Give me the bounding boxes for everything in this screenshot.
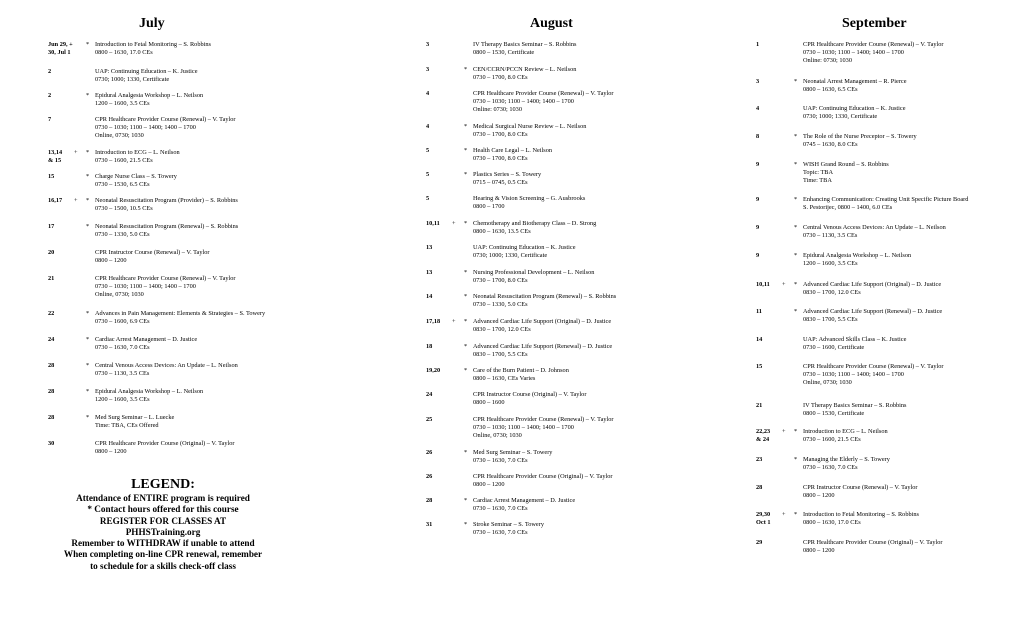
entry-date: 21 [48,275,55,282]
entry-description: CPR Instructor Course (Renewal) – V. Taylor 0800 – 1200 [803,484,918,499]
entry-description: Health Care Legal – L. Neilson 0730 – 1700, 8.0 CEs [473,147,553,162]
entry-description: Central Venous Access Devices: An Update – L. Neilson 0730 – 1130, 3.5 CEs [803,224,946,239]
entry-description: Advanced Cardiac Life Support (Renewal) – D. Justice 0830 – 1700, 5.5 CEs [473,343,613,358]
entry-date: 3 [426,41,430,48]
entry-contact-hours-marker: * [464,367,468,374]
legend [28,477,298,572]
entry-description: CPR Healthcare Provider Course (Renewal) – V. Taylor 0730 – 1030; 1100 – 1400; 1400 – 1700 Online, 0730; 1030 [473,416,614,439]
entry-contact-hours-marker: * [794,196,798,203]
entry-date: 5 [426,195,430,202]
entry-description: UAP: Continuing Education – K. Justice 0730; 1000; 1330, Certificate [95,68,198,83]
entry-date: 4 [426,90,430,97]
entry-description: Introduction to ECG – L. Neilson 0730 – 1600, 21.5 CEs [95,149,180,164]
entry-date: 9 [756,161,760,168]
entry-description: CPR Healthcare Provider Course (Renewal) – V. Taylor 0730 – 1030; 1100 – 1400; 1400 – 1700 Online: 0730; 1030 [473,90,614,113]
entry-date: 3 [756,78,760,85]
entry-date: 17 [48,223,55,230]
entry-date: 14 [756,336,763,343]
entry-date: 28 [756,484,763,491]
entry-contact-hours-marker: * [464,123,468,130]
entry-description: Introduction to Fetal Monitoring – S. Robbins 0800 – 1630, 17.0 CEs [95,41,211,56]
entry-date: 29 [756,539,763,546]
entry-date: 2 [48,92,52,99]
entry-description: Introduction to ECG – L. Neilson 0730 – 1600, 21.5 CEs [803,428,888,443]
entry-description: Advanced Cardiac Life Support (Renewal) – D. Justice 0830 – 1700, 5.5 CEs [803,308,943,323]
entry-description: Enhancing Communication: Creating Unit Specific Picture Board S. Pestorijec, 0800 – 1400, 6.0 CEs [803,196,969,211]
entry-contact-hours-marker: * [86,362,90,369]
entry-description: CPR Healthcare Provider Course (Renewal) – V. Taylor 0730 – 1030; 1100 – 1400; 1400 – 1700 Online, 0730; 1030 [95,116,236,139]
entry-contact-hours-marker: * [464,497,468,504]
entry-description: Neonatal Resuscitation Program (Renewal) – S. Robbins 0730 – 1330, 5.0 CEs [473,293,617,308]
entry-description: CPR Healthcare Provider Course (Original) – V. Taylor 0800 – 1200 [803,539,943,554]
entry-date: 26 [426,473,433,480]
entry-contact-hours-marker: * [86,149,90,156]
entry-contact-hours-marker: * [464,318,468,325]
entry-description: Neonatal Arrest Management – R. Pierce 0800 – 1630, 6.5 CEs [803,78,907,93]
month-title-september: September [842,16,907,31]
entry-description: Epidural Analgesia Workshop – L. Neilson 1200 – 1600, 3.5 CEs [803,252,912,267]
entry-description: Introduction to Fetal Monitoring – S. Robbins 0800 – 1630, 17.0 CEs [803,511,919,526]
entry-description: Nursing Professional Development – L. Neilson 0730 – 1700, 8.0 CEs [473,269,595,284]
entry-multi-day-marker: + [782,511,786,518]
entry-date: 14 [426,293,433,300]
entry-description: CPR Healthcare Provider Course (Renewal) – V. Taylor 0730 – 1030; 1100 – 1400; 1400 – 1700 Online, 0730; 1030 [803,363,944,386]
entry-date: 30 [48,440,55,447]
entry-date: 28 [426,497,433,504]
entry-contact-hours-marker: * [464,171,468,178]
entry-contact-hours-marker: * [86,223,90,230]
entry-contact-hours-marker: * [464,293,468,300]
entry-contact-hours-marker: * [794,224,798,231]
entry-date: 18 [426,343,433,350]
entry-date: 21 [756,402,763,409]
entry-description: WISH Grand Round – S. Robbins Topic: TBA Time: TBA [803,161,889,184]
entry-contact-hours-marker: * [794,78,798,85]
entry-date: 9 [756,224,760,231]
entry-date: 24 [426,391,433,398]
entry-multi-day-marker: + [782,281,786,288]
entry-description: Cardiac Arrest Management – D. Justice 0730 – 1630, 7.0 CEs [473,497,576,512]
entry-date: 16,17 [48,197,63,204]
entry-description: Med Surg Seminar – L. Luecke Time: TBA, CEs Offered [95,414,175,429]
entry-date: 10,11 [426,220,440,227]
entry-date: 1 [756,41,760,48]
entry-description: IV Therapy Basics Seminar – S. Robbins 0800 – 1530, Certificate [473,41,577,56]
entry-description: Advanced Cardiac Life Support (Original) – D. Justice 0830 – 1700, 12.0 CEs [473,318,612,333]
entry-description: Epidural Analgesia Workshop – L. Neilson 1200 – 1600, 3.5 CEs [95,92,204,107]
entry-date: 25 [426,416,433,423]
entry-date: 10,11 [756,281,770,288]
legend-title: LEGEND: [131,477,195,492]
entry-description: Plastics Series – S. Towery 0715 – 0745, 0.5 CEs [473,171,542,186]
entry-description: CPR Instructor Course (Renewal) – V. Taylor 0800 – 1200 [95,249,210,264]
entry-description: Advanced Cardiac Life Support (Original) – D. Justice 0830 – 1700, 12.0 CEs [803,281,942,296]
entry-description: The Role of the Nurse Preceptor – S. Towery 0745 – 1630, 8.0 CEs [803,133,917,148]
legend-line-contact-hours: * Contact hours offered for this course [87,504,239,515]
entry-date: 5 [426,171,430,178]
entry-multi-day-marker: + [782,428,786,435]
entry-date: 20 [48,249,55,256]
entry-description: UAP: Advanced Skills Class – K. Justice 0730 – 1600, Certificate [803,336,907,351]
legend-line-entire: Attendance of ENTIRE program is required [76,493,250,503]
entry-contact-hours-marker: * [86,310,90,317]
entry-contact-hours-marker: * [86,388,90,395]
entry-description: Neonatal Resuscitation Program (Renewal) – S. Robbins 0730 – 1330, 5.0 CEs [95,223,239,238]
entry-date: 28 [48,414,55,421]
entry-date: 19,20 [426,367,441,374]
entry-contact-hours-marker: * [464,147,468,154]
entry-description: Managing the Elderly – S. Towery 0730 – 1630, 7.0 CEs [803,456,890,471]
entry-contact-hours-marker: * [794,456,798,463]
entry-date: 26 [426,449,433,456]
entry-contact-hours-marker: * [464,220,468,227]
entry-date: 8 [756,133,760,140]
entry-description: Chemotherapy and Biotherapy Class – D. Strong 0800 – 1630, 13.5 CEs [473,220,597,235]
entry-date: 13 [426,269,433,276]
entry-description: Medical Surgical Nurse Review – L. Neilson 0730 – 1700, 8.0 CEs [473,123,587,138]
entry-description: CEN/CCRN/PCCN Review – L. Neilson 0730 – 1700, 8.0 CEs [473,66,577,81]
entry-description: Care of the Burn Patient – D. Johnson 0800 – 1630, CEs Varies [473,367,569,382]
entry-contact-hours-marker: * [794,161,798,168]
entry-date: 17,18 [426,318,441,325]
entry-multi-day-marker: + [74,197,78,204]
entry-date: 13 [426,244,433,251]
legend-line-website[interactable]: PHHSTraining.org [125,526,201,537]
legend-line-skills-check: to schedule for a skills check-off class [90,560,236,571]
entry-contact-hours-marker: * [86,414,90,421]
entry-date: 15 [756,363,763,370]
entry-description: Central Venous Access Devices: An Update – L. Neilson 0730 – 1130, 3.5 CEs [95,362,238,377]
legend-line-cpr-renewal: When completing on-line CPR renewal, remember [63,549,263,560]
entry-contact-hours-marker: * [464,269,468,276]
legend-line-register: REGISTER FOR CLASSES AT [99,515,227,526]
entry-multi-day-marker: + [452,318,456,325]
entry-date: 22,23 & 24 [756,428,771,443]
entry-contact-hours-marker: * [794,281,798,288]
entry-date: 2 [48,68,52,75]
entry-date: 23 [756,456,763,463]
entry-contact-hours-marker: * [794,252,798,259]
entry-multi-day-marker: + [452,220,456,227]
entry-contact-hours-marker: * [86,41,90,48]
entry-description: Hearing & Vision Screening – G. Ausbrooks 0800 – 1700 [473,195,586,210]
entry-description: IV Therapy Basics Seminar – S. Robbins 0800 – 1530, Certificate [803,402,907,417]
entry-contact-hours-marker: * [464,66,468,73]
entry-date: 28 [48,362,55,369]
entry-date: 9 [756,196,760,203]
entry-date: 28 [48,388,55,395]
entry-date: 11 [756,308,762,315]
entry-description: CPR Healthcare Provider Course (Renewal) – V. Taylor 0730 – 1030; 1100 – 1400; 1400 – 1700 Online, 0730; 1030 [95,275,236,298]
entry-description: Med Surg Seminar – S. Towery 0730 – 1630, 7.0 CEs [473,449,553,464]
entry-description: Cardiac Arrest Management – D. Justice 0730 – 1630, 7.0 CEs [95,336,198,351]
entry-contact-hours-marker: * [86,173,90,180]
entry-contact-hours-marker: * [86,92,90,99]
entry-contact-hours-marker: * [794,428,798,435]
entry-description: Charge Nurse Class – S. Towery 0730 – 1530, 6.5 CEs [95,173,177,188]
entry-date: 5 [426,147,430,154]
entry-multi-day-marker: + [74,149,78,156]
entry-description: Advances in Pain Management: Elements & Strategies – S. Towery 0730 – 1600, 6.9 CEs [95,310,266,325]
entry-description: CPR Healthcare Provider Course (Renewal) – V. Taylor 0730 – 1030; 1100 – 1400; 1400 – 1700 Online: 0730; 1030 [803,41,944,64]
entry-date: 22 [48,310,55,317]
entry-contact-hours-marker: * [86,197,90,204]
entry-contact-hours-marker: * [86,336,90,343]
entry-contact-hours-marker: * [464,449,468,456]
entry-date: 31 [426,521,433,528]
entry-date: 4 [426,123,430,130]
month-title-july: July [139,16,165,31]
month-title-august: August [530,16,573,31]
entry-date: 9 [756,252,760,259]
entry-date: 7 [48,116,52,123]
entry-description: UAP: Continuing Education – K. Justice 0730; 1000; 1330, Certificate [803,105,906,120]
entry-contact-hours-marker: * [464,521,468,528]
entry-date: 4 [756,105,760,112]
entry-date: 24 [48,336,55,343]
entry-description: CPR Healthcare Provider Course (Original) – V. Taylor 0800 – 1200 [473,473,613,488]
entry-contact-hours-marker: * [794,133,798,140]
entry-date: 15 [48,173,55,180]
entry-description: Epidural Analgesia Workshop – L. Neilson 1200 – 1600, 3.5 CEs [95,388,204,403]
entry-description: CPR Healthcare Provider Course (Original) – V. Taylor 0800 – 1200 [95,440,235,455]
entry-date: 13,14 & 15 [48,149,63,164]
entry-description: CPR Instructor Course (Original) – V. Taylor 0800 – 1600 [473,391,587,406]
legend-line-withdraw: Remember to WITHDRAW if unable to attend [71,538,255,549]
entry-date: Jun 29, + 30, Jul 1 [48,41,73,56]
entry-date: 3 [426,66,430,73]
entry-description: UAP: Continuing Education – K. Justice 0730; 1000; 1330, Certificate [473,244,576,259]
entry-contact-hours-marker: * [794,308,798,315]
entry-date: 29,30 Oct 1 [756,511,771,526]
entry-contact-hours-marker: * [464,343,468,350]
entry-contact-hours-marker: * [794,511,798,518]
entry-description: Stroke Seminar – S. Towery 0730 – 1630, 7.0 CEs [473,521,544,536]
entry-description: Neonatal Resuscitation Program (Provider) – S. Robbins 0730 – 1500, 10.5 CEs [95,197,238,212]
